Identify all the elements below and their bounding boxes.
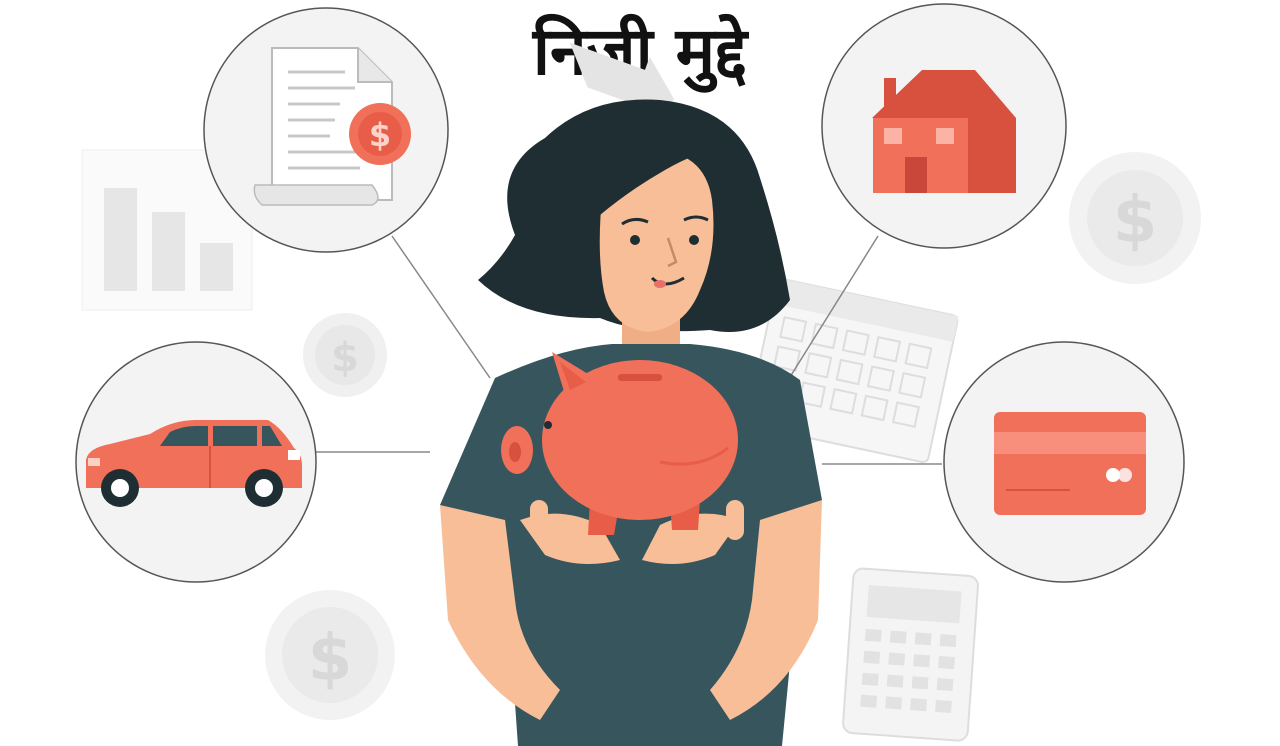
dollar-coin-icon: [303, 313, 387, 397]
dollar-coin-icon: [1069, 152, 1201, 284]
invoice-dollar-icon: [204, 8, 448, 252]
svg-text:$: $: [307, 622, 353, 696]
svg-text:$: $: [1112, 184, 1158, 258]
calculator-icon: [842, 568, 978, 741]
dollar-coin-icon: [265, 590, 395, 720]
credit-card-icon: [944, 342, 1184, 582]
car-icon: [76, 342, 316, 582]
svg-text:$: $: [331, 335, 359, 381]
svg-text:$: $: [368, 116, 392, 154]
page-title: निजी मुद्दे: [532, 13, 748, 90]
house-icon: [822, 4, 1066, 248]
